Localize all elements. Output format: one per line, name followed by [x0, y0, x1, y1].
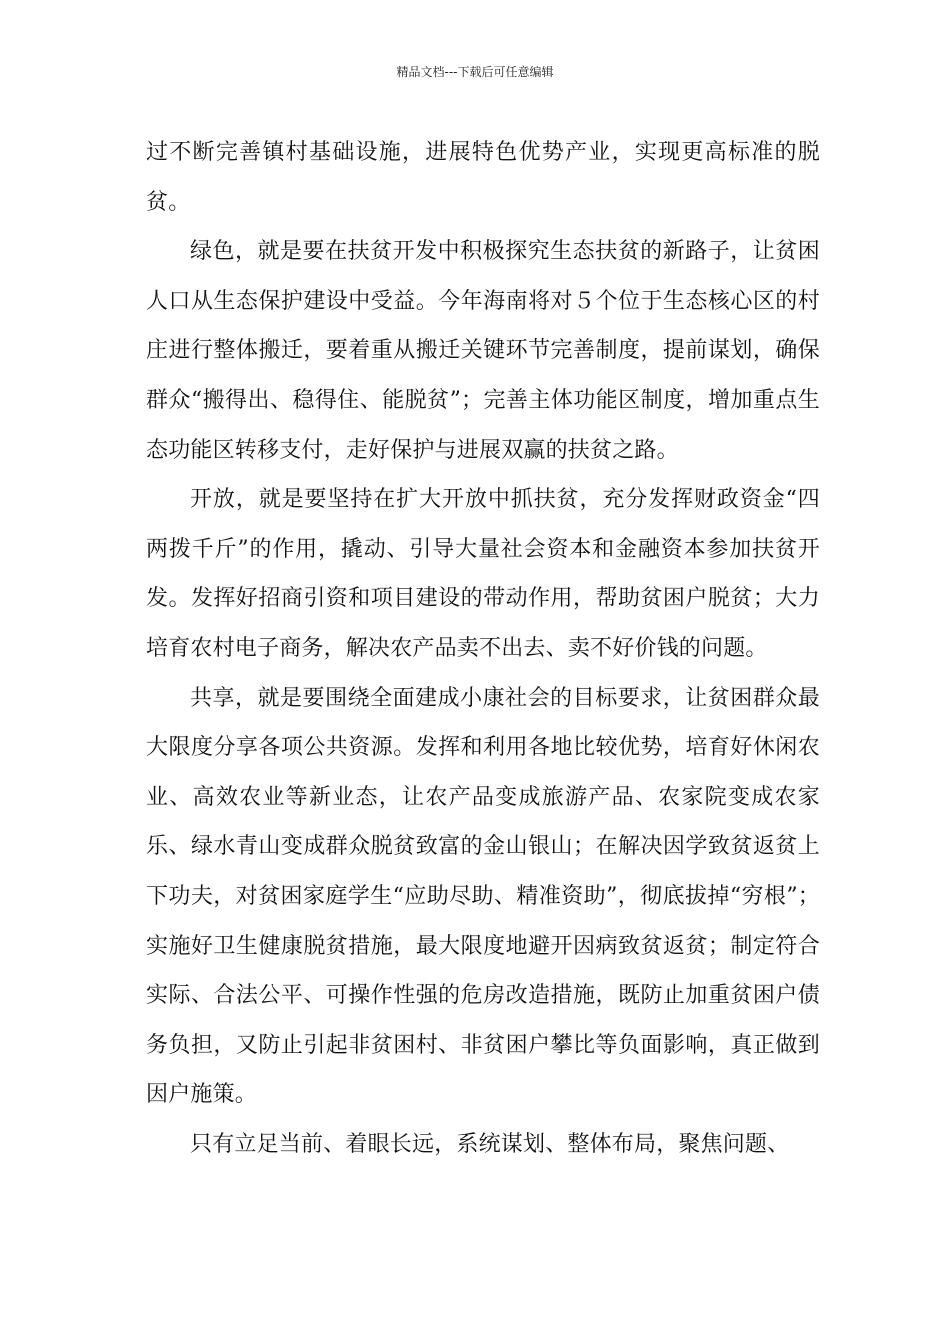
paragraph-conclusion: 只有立足当前、着眼长远，系统谋划、整体布局，聚焦问题、 — [190, 1131, 790, 1157]
paragraph-openness: 开放，就是要坚持在扩大开放中抓扶贫，充分发挥财政资金“四两拨千斤”的作用，撬动、引导大量社会资本和金融资本参加扶贫开发。发挥好招商引资和项目建设的带动作用，帮助贫困户脱贫；大力培育农村电子商务，解决农产品卖不出去、卖不好价钱的问题。 — [146, 487, 820, 661]
paragraph-continuation: 过不断完善镇村基础设施，进展特色优势产业，实现更高标准的脱贫。 — [146, 140, 820, 215]
paragraph-green: 绿色，就是要在扶贫开发中积极探究生态扶贫的新路子，让贫困人口从生态保护建设中受益。今年海南将对５个位于生态核心区的村庄进行整体搬迁，要着重从搬迁关键环节完善制度，提前谋划，确保群众“搬得出、稳得住、能脱贫”；完善主体功能区制度，增加重点生态功能区转移支付，走好保护与进展双赢的扶贫之路。 — [146, 239, 820, 463]
document-body — [146, 128, 820, 1169]
page-header: 精品文档---下载后可任意编辑 — [396, 65, 554, 79]
paragraph-sharing: 共享，就是要围绕全面建成小康社会的目标要求，让贫困群众最大限度分享各项公共资源。发挥和利用各地比较优势，培育好休闲农业、高效农业等新业态，让农产品变成旅游产品、农家院变成农家乐、绿水青山变成群众脱贫致富的金山银山；在解决因学致贫返贫上下功夫，对贫困家庭学生“应助尽助、精准资助”，彻底拔掉“穷根”；实施好卫生健康脱贫措施，最大限度地避开因病致贫返贫；制定符合实际、合法公平、可操作性强的危房改造措施，既防止加重贫困户债务负担，又防止引起非贫困村、非贫困户攀比等负面影响，真正做到因户施策。 — [146, 685, 820, 1108]
